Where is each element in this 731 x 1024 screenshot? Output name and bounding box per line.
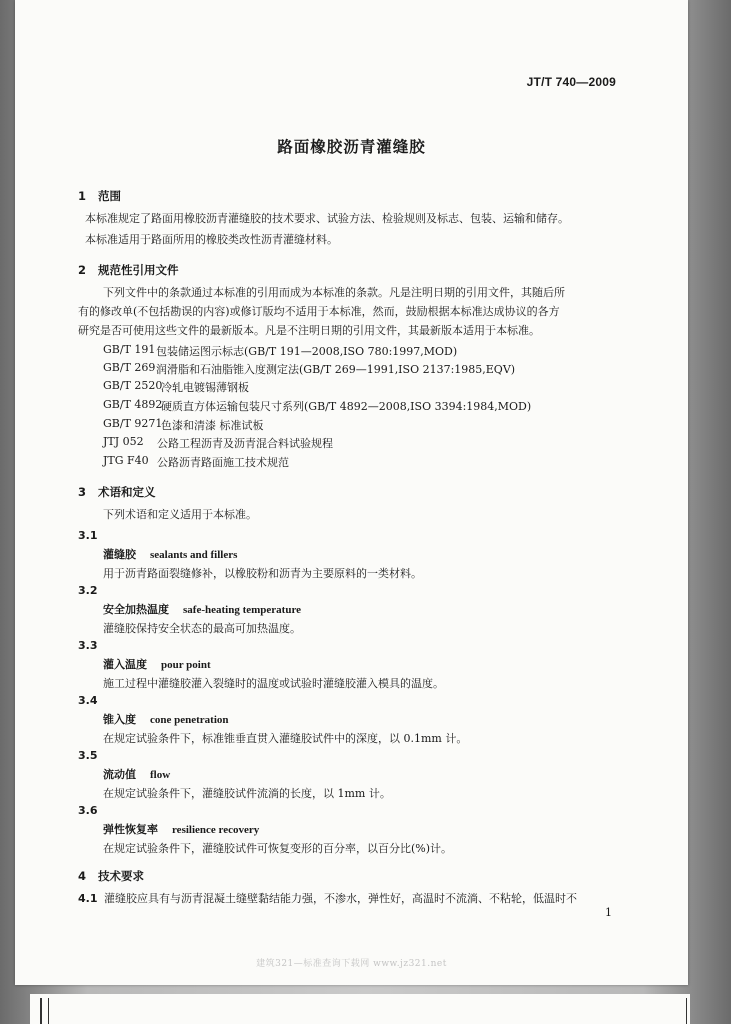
clause-4-1 <box>78 892 577 906</box>
term-heading <box>103 711 229 727</box>
term-heading <box>103 601 301 617</box>
section-1-heading <box>78 188 121 204</box>
term-definition: 灌缝胶保持安全状态的最高可加热温度。 <box>103 622 301 635</box>
term-en: pour point <box>161 659 211 671</box>
clause-number: 3.4 <box>78 694 98 707</box>
clause-number: 3.1 <box>78 529 98 542</box>
reference-title: 润滑脂和石油脂锥入度测定法(GB/T 269—1991,ISO 2137:1985,EQV) <box>156 363 516 376</box>
binding-mark <box>40 998 42 1024</box>
reference-title: 公路工程沥青及沥青混合料试验规程 <box>157 437 333 450</box>
watermark: 建筑321—标准查询下载网 www.jz321.net <box>256 959 447 969</box>
term-en: resilience recovery <box>172 824 260 836</box>
clause-number: 3.3 <box>78 639 98 652</box>
page-number: 1 <box>605 906 612 919</box>
section-number: 3 <box>78 485 87 499</box>
reference-title: 包装储运图示标志(GB/T 191—2008,ISO 780:1997,MOD) <box>156 345 458 358</box>
reference-title: 冷轧电镀锡薄钢板 <box>161 381 249 394</box>
term-en: cone penetration <box>150 714 229 726</box>
term-definition: 在规定试验条件下，标准锥垂直贯入灌缝胶试件中的深度，以 0.1mm 计。 <box>103 732 468 745</box>
section-title: 规范性引用文件 <box>98 263 179 277</box>
section-2-intro-line-1: 下列文件中的条款通过本标准的引用而成为本标准的条款。凡是注明日期的引用文件，其随后所 <box>103 286 565 299</box>
binding-mark <box>48 998 49 1024</box>
section-2-intro-line-3: 研究是否可使用这些文件的最新版本。凡是不注明日期的引用文件，其最新版本适用于本标准。 <box>78 324 540 337</box>
section-title: 技术要求 <box>98 869 144 883</box>
section-1-paragraph-1: 本标准规定了路面用橡胶沥青灌缝胶的技术要求、试验方法、检验规则及标志、包装、运输和储存。 <box>85 212 569 225</box>
document-title: 路面橡胶沥青灌缝胶 <box>277 138 426 156</box>
term-heading <box>103 766 170 782</box>
term-zh: 流动值 <box>103 768 136 781</box>
clause-number: 3.6 <box>78 804 98 817</box>
section-4-heading <box>78 868 144 884</box>
section-2-heading <box>78 262 179 278</box>
section-number: 2 <box>78 263 87 277</box>
clause-number: 3.2 <box>78 584 98 597</box>
document-page: JT/T 740—2009 路面橡胶沥青灌缝胶 1 范围 本标准规定了路面用橡胶沥青灌缝胶的技术要求、试验方法、检验规则及标志、包装、运输和储存。 本标准适用于路面所用的橡胶类改性沥青灌缝材料。 2 规范性引用文件 下列文件中的条款通过本标准的引用而成为本标准的条款。凡是注明日期的引用文件，其随后所 有的修改单(不包括勘误的内容)或修订版均不适用于本标准，然而，鼓励根据本标准达成协议的各方 研究是否可使用这些文件的最新版本。凡是不注明日期的引用文件，其最新版本适用于本标准。 GB/T 191 包装储运图示标志(GB/T 191—2008,ISO 780:1997,MOD) GB/T 269 润滑脂和石油脂锥入度测定法(GB/T 269—1991,ISO 2137:1985,EQV) GB/T 2520 冷轧电镀锡薄钢板 GB/T 4892 硬质直方体运输包装尺寸系列(GB/T 4892—2008,ISO 3394:1984,MOD) GB/T 9271 色漆和清漆 标准试板 JTJ 052 公路工程沥青及沥青混合料试验规程 JTG F40 公路沥青路面施工技术规范 3 术语和定义 下列术语和定义适用于本标准。 3.1 灌缝胶 sealants and fillers 用于沥青路面裂缝修补，以橡胶粉和沥青为主要原料的一类材料。 3.2 安全加热温度 safe-heating temperature 灌缝胶保持安全状态的最高可加热温度。 3.3 灌入温度 pour point 施工过程中灌缝胶灌入裂缝时的温度或试验时灌缝胶灌入模具的温度。 3.4 锥入度 cone penetration 在规定试验条件下，标准锥垂直贯入灌缝胶试件中的深度，以 0.1mm 计。 3.5 流动值 flow 在规定试验条件下，灌缝胶试件流淌的长度，以 1mm 计。 3.6 弹性恢复率 resilience recovery 在规定试验条件下，灌缝胶试件可恢复变形的百分率，以百分比(%)计。 4 技术要求 4.1 灌缝胶应具有与沥青混凝土缝壁黏结能力强，不渗水，弹性好，高温时不流淌、不粘轮，低温时不 1 建筑321—标准查询下载网 www.jz321.net <box>15 0 688 985</box>
term-definition: 在规定试验条件下，灌缝胶试件流淌的长度，以 1mm 计。 <box>103 787 391 800</box>
section-number: 1 <box>78 189 87 203</box>
term-heading <box>103 656 211 672</box>
section-3-intro: 下列术语和定义适用于本标准。 <box>103 508 257 521</box>
term-zh: 灌缝胶 <box>103 548 136 561</box>
reference-title: 公路沥青路面施工技术规范 <box>157 456 289 469</box>
clause-number: 3.5 <box>78 749 98 762</box>
clause-text: 灌缝胶应具有与沥青混凝土缝壁黏结能力强，不渗水，弹性好，高温时不流淌、不粘轮，低温时不 <box>104 892 577 905</box>
clause-number: 4.1 <box>78 892 98 905</box>
reference-title: 色漆和清漆 标准试板 <box>161 419 264 432</box>
next-page-edge <box>30 994 690 1024</box>
section-title: 术语和定义 <box>98 485 156 499</box>
reference-title: 硬质直方体运输包装尺寸系列(GB/T 4892—2008,ISO 3394:1984,MOD) <box>161 400 532 413</box>
term-zh: 安全加热温度 <box>103 603 169 616</box>
term-en: safe-heating temperature <box>183 604 302 616</box>
section-2-intro-line-2: 有的修改单(不包括勘误的内容)或修订版均不适用于本标准，然而，鼓励根据本标准达成协议的各方 <box>78 305 560 318</box>
term-heading <box>103 821 259 837</box>
term-en: flow <box>150 769 171 781</box>
term-definition: 施工过程中灌缝胶灌入裂缝时的温度或试验时灌缝胶灌入模具的温度。 <box>103 677 444 690</box>
section-3-heading <box>78 484 156 500</box>
term-zh: 弹性恢复率 <box>103 823 158 836</box>
standard-number: JT/T 740—2009 <box>526 75 616 89</box>
term-en: sealants and fillers <box>150 549 238 561</box>
section-1-paragraph-2: 本标准适用于路面所用的橡胶类改性沥青灌缝材料。 <box>85 233 338 246</box>
section-number: 4 <box>78 869 87 883</box>
term-definition: 用于沥青路面裂缝修补，以橡胶粉和沥青为主要原料的一类材料。 <box>103 567 422 580</box>
section-title: 范围 <box>98 189 121 203</box>
term-zh: 锥入度 <box>103 713 136 726</box>
term-definition: 在规定试验条件下，灌缝胶试件可恢复变形的百分率，以百分比(%)计。 <box>103 842 453 855</box>
term-zh: 灌入温度 <box>103 658 147 671</box>
binding-mark <box>686 998 687 1024</box>
term-heading <box>103 546 237 562</box>
